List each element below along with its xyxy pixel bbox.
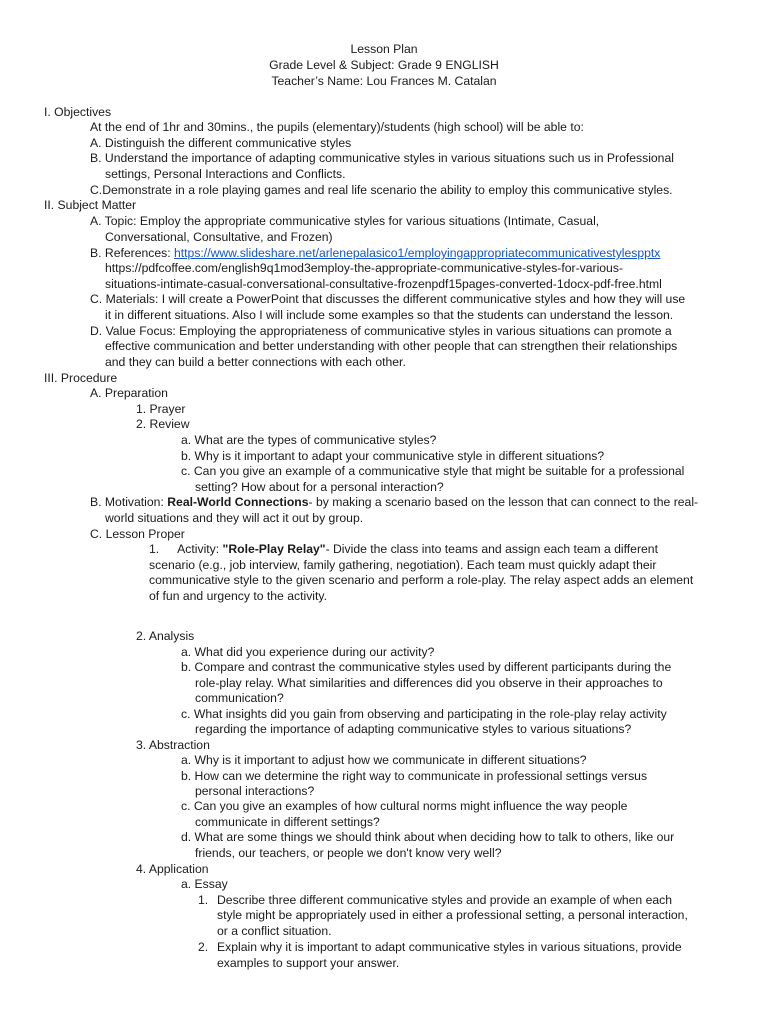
activity-line4: of fun and urgency to the activity. — [149, 589, 327, 603]
topic-line1: A. Topic: Employ the appropriate communicative styles for various situations (Intimate, Casual, — [90, 214, 600, 228]
activity-line3: communicative style to the given scenario and perform a role-play. The relay aspect adds an element — [149, 573, 694, 587]
review: 2. Review — [136, 417, 190, 431]
objectives-intro: At the end of 1hr and 30mins., the pupils (elementary)/students (high school) will be able to: — [90, 120, 584, 134]
procedure-heading: III. Procedure — [44, 371, 118, 385]
analysis-b-line1: b. Compare and contrast the communicative styles used by different participants during the — [181, 660, 672, 674]
references-line1 — [90, 246, 660, 262]
analysis-c-line2: regarding the importance of adapting communicative styles to various situations? — [195, 722, 632, 736]
lesson-proper: C. Lesson Proper — [90, 527, 185, 541]
objective-a: A. Distinguish the different communicative styles — [90, 136, 352, 150]
review-c-line2: setting? How about for a personal interaction? — [195, 480, 444, 494]
motivation-title: Real-World Connections — [167, 495, 309, 509]
prayer: 1. Prayer — [136, 402, 186, 416]
review-b: b. Why is it important to adapt your communicative style in different situations? — [181, 449, 605, 463]
abstraction-d-line2: friends, our teachers, or people we don't know very well? — [195, 846, 502, 860]
application: 4. Application — [136, 862, 209, 876]
references-line3: situations-intimate-casual-conversational-consultative-frozenpdf15pages-converted-1docx-pdf-free.html — [105, 277, 662, 291]
references-label: B. References: — [90, 246, 174, 260]
activity-number: 1. — [149, 542, 160, 556]
analysis-c-line1: c. What insights did you gain from observing and participating in the role-play relay activity — [181, 707, 667, 721]
essay: a. Essay — [181, 877, 228, 891]
abstraction-d-line1: d. What are some things we should think about when deciding how to talk to others, like our — [181, 830, 675, 844]
analysis-b-line3: communication? — [195, 691, 284, 705]
value-focus-line2: effective communication and better understanding with other people that can strengthen their relationships — [105, 339, 678, 353]
essay-item-1-line2: style might be appropriately used in either a professional setting, a personal interaction, — [217, 908, 688, 922]
activity-line2: scenario (e.g., job interview, family gathering, negotiation). Each team must quickly adapt their — [149, 558, 657, 572]
motivation-line1 — [90, 495, 698, 511]
analysis-b-line2: role-play relay. What similarities and differences did you observe in their approaches to — [195, 676, 663, 690]
motivation-line2: world situations and they will act it out by group. — [105, 511, 364, 525]
activity-title: "Role-Play Relay" — [222, 542, 326, 556]
analysis-a: a. What did you experience during our activity? — [181, 645, 435, 659]
materials-line2: it in different situations. Also I will include some examples so that the students can understand the lesson. — [105, 308, 674, 322]
activity-label: Activity: — [177, 542, 223, 556]
motivation-text: - by making a scenario based on the lesson that can connect to the real- — [308, 495, 699, 509]
teacher-name: Teacher’s Name: Lou Frances M. Catalan — [271, 74, 497, 88]
essay-item-1-line3: or a conflict situation. — [217, 924, 332, 938]
abstraction-b-line1: b. How can we determine the right way to communicate in professional settings versus — [181, 769, 648, 783]
analysis: 2. Analysis — [136, 629, 195, 643]
materials-line1: C. Materials: I will create a PowerPoint that discusses the different communicative styles and how they will use — [90, 292, 686, 306]
value-focus-line1: D. Value Focus: Employing the appropriateness of communicative styles in various situations can promote a — [90, 324, 672, 338]
reference-link[interactable]: https://www.slideshare.net/arlenepalasico1/employingappropriatecommunicativestylespptx — [174, 246, 661, 260]
abstraction-a: a. Why is it important to adjust how we communicate in different situations? — [181, 753, 587, 767]
essay-item-2-line1: Explain why it is important to adapt communicative styles in various situations, provide — [217, 940, 682, 954]
review-a: a. What are the types of communicative styles? — [181, 433, 437, 447]
value-focus-line3: and they can build a better connections with each other. — [105, 355, 406, 369]
essay-item-1-number: 1. — [198, 893, 209, 907]
subject-matter-heading: II. Subject Matter — [44, 198, 137, 212]
abstraction: 3. Abstraction — [136, 738, 210, 752]
objective-b-line1: B. Understand the importance of adapting communicative styles in various situations such us in Professional — [90, 151, 674, 165]
activity-line1 — [149, 542, 658, 558]
motivation-label: B. Motivation: — [90, 495, 168, 509]
doc-title: Lesson Plan — [350, 42, 418, 56]
essay-item-2-line2: examples to support your answer. — [217, 956, 400, 970]
references-line2: https://pdfcoffee.com/english9q1mod3employ-the-appropriate-communicative-styles-for-various- — [105, 261, 623, 275]
objective-b-line2: settings, Personal Interactions and Conflicts. — [105, 167, 346, 181]
abstraction-c-line1: c. Can you give an examples of how cultural norms might influence the way people — [181, 799, 628, 813]
objective-c: C.Demonstrate in a role playing games and real life scenario the ability to employ this communicative styles. — [90, 183, 673, 197]
grade-subject: Grade Level & Subject: Grade 9 ENGLISH — [269, 58, 499, 72]
essay-item-1-line1: Describe three different communicative styles and provide an example of when each — [217, 893, 673, 907]
abstraction-b-line2: personal interactions? — [195, 784, 315, 798]
essay-item-2-number: 2. — [198, 940, 209, 954]
activity-text: - Divide the class into teams and assign each team a different — [325, 542, 658, 556]
abstraction-c-line2: communicate in different settings? — [195, 815, 380, 829]
review-c-line1: c. Can you give an example of a communicative style that might be suitable for a professional — [181, 464, 685, 478]
preparation: A. Preparation — [90, 386, 168, 400]
topic-line2: Conversational, Consultative, and Frozen) — [105, 230, 333, 244]
objectives-heading: I. Objectives — [44, 105, 112, 119]
